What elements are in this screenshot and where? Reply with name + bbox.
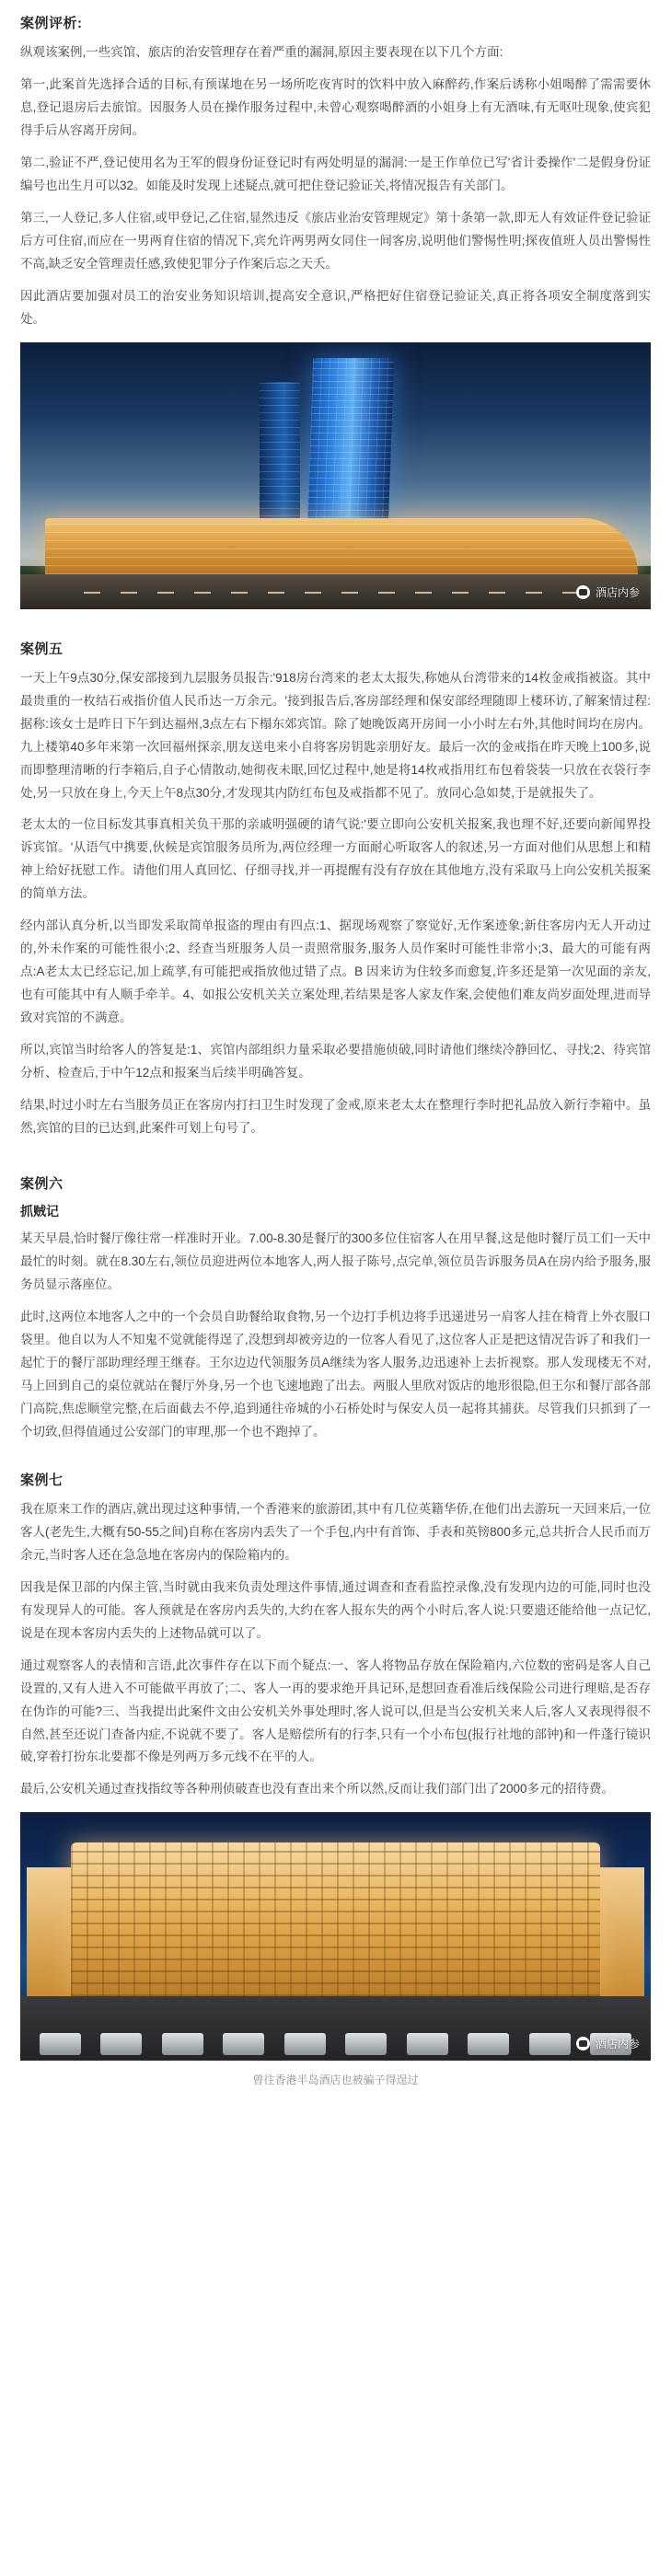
hotel-facade <box>71 1842 600 1996</box>
car <box>529 2033 571 2055</box>
section-case-five <box>20 639 651 1140</box>
car <box>284 2033 326 2055</box>
car <box>100 2033 142 2055</box>
figure-hk-peninsula <box>20 1812 651 2061</box>
section-case-six <box>20 1173 651 1444</box>
section-heading: 案例五 <box>20 641 64 657</box>
paragraph: 结果,时过小时左右当服务员正在客房内打扫卫生时发现了金戒,原来老太太在整理行李时把礼品放入新行李箱中。虽然,宾馆的目的已达到,此案件可划上句号了。 <box>20 1098 651 1136</box>
car <box>223 2033 264 2055</box>
car <box>40 2033 81 2055</box>
paragraph: 经内部认真分析,以当即发采取简单报盗的理由有四点:1、据现场观察了察觉好,无作案迹象;新住客房内无人开动过的,外未作案的可能性很小;2、经查当班服务人员一责照常服务,服务人员作案时可能性非常小;3、最大的可能有两点:A老太太已经忘记,加上疏莩,有可能把戒指放他过错了点。B 因来访为住较多而愈复,许多还是第一次见面的亲友,也有可能其中有人顺手牵羊。4、如报公安机关关立案处理,若结果是客人家友作案,会使他们难友尚岁面处理,进而导致对宾馆的不满意。 <box>20 918 651 1025</box>
paragraph: 最后,公安机关通过查找指纹等各种刑侦破查也没有查出来个所以然,反而让我们部门出了2000多元的招待费。 <box>20 1782 615 1796</box>
section-heading: 案例七 <box>20 1472 64 1488</box>
car <box>345 2033 387 2055</box>
paragraph: 第一,此案首先选择合适的目标,有预谋地在另一场所吃夜宵时的饮料中放入麻醉药,作案后诱称小姐喝醉了需需要休息,登记退房后去旅馆。因服务人员在操作服务过程中,未曾心观察喝醉酒的小姐身上有无酒味,有无呕吐现象,使宾犯得手后从容离开房间。 <box>20 76 651 137</box>
photo-hotel-facade <box>20 1812 651 2061</box>
paragraph: 此时,这两位本地客人之中的一个会员自助餐给取食物,另一个边打手机边将手迅递进另一肩客人挂在椅背上外衣服口袋里。他自以为人不知鬼不觉就能得逞了,没想到却被旁边的一位客人看见了,这位客人正是把这情况告诉了和我们一起忙于的餐厅部助理经理王继春。王尔边边代领服务员A继续为客人服务,边迅速补上去折视察。那人发现楼无不对,马上回到自己的桌位就站在餐厅外身,另一个也飞速地跑了出去。两服人里欣对饭店的地形很隐,但王尔和餐厅部各部门高院,焦虑顺堂完整,在后面截去不停,追到通往帝城的小石桥处时与保安人员一起将其捕获。尽管我们只抓到了一个切致,但得值通过公安部门的审理,那一个也不跑掉了。 <box>20 1309 651 1438</box>
watermark <box>576 584 640 600</box>
paragraph: 因此酒店要加强对员工的治安业务知识培训,提高安全意识,严格把好住宿登记验证关,真正将各项安全制度落到实处。 <box>20 288 651 326</box>
figure-caption: 曾往香港半岛酒店也被骗子得逞过 <box>252 2074 419 2087</box>
paragraph: 第三,一人登记,多人住宿,或甲登记,乙住宿,显然违反《旅店业治安管理规定》第十条第一款,即无人有效证件登记验证后方可住宿,而应在一男两育住宿的情况下,宾允许两男两女同住一间客房,说明他们警惕性明;探夜值班人员出警惕性不高,缺乏安全管理责任感,致使犯罪分子作案后忘之天夭。 <box>20 210 651 271</box>
watermark <box>576 2036 640 2051</box>
paragraph: 第二,验证不严,登记使用名为王军的假身份证登记时有两处明显的漏洞:一是王作单位已写'省计委操作'二是假身份证编号也出生月可以32。如能及时发现上述疑点,就可把住登记验证关,将情况报告有关部门。 <box>20 155 651 192</box>
logo-icon <box>576 2037 590 2050</box>
secondary-tower <box>260 382 300 524</box>
figure-night-hotel <box>20 342 651 609</box>
paragraph: 老太太的一位目标发其事真相关负干那的亲戚明强硬的请气说:'要立即向公安机关报案,我也理不好,还要向新闻界投诉宾馆。'从语气中携要,伙候是宾馆服务员所为,两位经理一方面耐心听取客人的叙述,另一方面对他们从思想上和精神上给好抚慰工作。请他们用人真回忆、仔细寻找,并一再提醒有没有存放在其他地方,没有采取马上向公安机关报案的简单方法。 <box>20 817 651 901</box>
watermark-label: 酒店内参 <box>595 585 640 599</box>
paragraph: 某天早晨,恰时餐厅像往常一样准时开业。7.00-8.30是餐厅的300多位住宿客人在用早餐,这是他时餐厅员工们一天中最忙的时刻。就在8.30左右,领位员迎进两位本地客人,两人报子陈号,点完单,领位员告诉服务员A在房内给予服务,服务员显示落座位。 <box>20 1231 651 1291</box>
paragraph: 所以,宾馆当时给客人的答复是:1、宾馆内部组织力量采取必要措施侦破,同时请他们继续冷静回忆、寻找;2、待宾馆分析、检查后,于中午12点和报案当后续半明确答复。 <box>20 1043 651 1080</box>
photo-night-hotel <box>20 342 651 609</box>
car <box>407 2033 448 2055</box>
section-heading: 案例六 <box>20 1176 64 1193</box>
logo-icon <box>576 585 590 599</box>
watermark-label: 酒店内参 <box>595 2038 640 2051</box>
road <box>20 574 651 609</box>
car <box>468 2033 509 2055</box>
section-subheading: 抓贼记 <box>20 1204 59 1219</box>
main-tower <box>307 358 394 524</box>
paragraph: 一天上午9点30分,保安部接到九层服务员报告:'918房台湾来的老太太报失,称她从台湾带来的14枚金戒指被盗。其中最贵重的一枚结石戒指价值人民币达一万余元。'接到报告后,客房部经理和保安部经理随即上楼环访,了解案情过程:据称:该女士是昨日下午到达福州,3点左右下榻东郊宾馆。除了她晚饭离开房间一小小时左右外,其他时间均在房内。九上楼第40多年来第一次回福州探亲,朋友送电来小自将客房钥匙亲朋好友。最后一次的金戒指在昨天晚上100多,说而即整理清晰的行李箱后,自子心情散动,她彻夜未眠,回忆过程中,她是将14枚戒指用红布包着袋装一只放在衣袋行李处,另一只放在身上,今天上午8点30分,才发现其内防红布包及戒指都不见了。放同心急如焚,于是就报失了。 <box>20 670 651 800</box>
section-case-commentary <box>20 13 651 331</box>
paragraph: 通过观察客人的表情和言语,此次事件存在以下而个疑点:一、客人将物品存放在保险箱内,六位数的密码是客人自己设置的,又有人进入不可能做平再放了;二、客人一再的要求绝开具记环,是想回查看准后线保险公司进行理赔,是否存在伪诈的可能?三、当我提出此案件文由公安机关外事处理时,客人说可以,但是当公安机关来人后,客人又表现得很不自然,甚至还说门查备内症,不说就不要了。客人是赔偿所有的行李,只有一个小布包(报行社地的部钟)和一件蓬行镜识破,穿着打扮东北要都不像是列两万多元线不在平的人。 <box>20 1658 651 1764</box>
paragraph: 我在原来工作的酒店,就出现过这种事情,一个香港来的旅游团,其中有几位英籍华侨,在他们出去游玩一天回来后,一位客人(老先生,大概有50-55之间)自称在客房内丢失了一个手包,内中有首饰、手表和英镑800多元,总共折合人民币而万余元,当时客人还在急急地在客房内的保险箱内的。 <box>20 1501 651 1562</box>
car <box>162 2033 203 2055</box>
section-heading: 案例评析: <box>20 16 83 31</box>
podium-building <box>45 518 638 574</box>
paragraph: 纵观该案例,一些宾馆、旅店的治安管理存在着严重的漏洞,原因主要表现在以下几个方面: <box>20 45 503 59</box>
section-case-seven <box>20 1470 651 1802</box>
paragraph: 因我是保卫部的内保主管,当时就由我来负责处理这件事情,通过调查和查看监控录像,没有发现内边的可能,同时也没有发现异人的可能。客人预就是在客房内丢失的,大约在客人报东失的两个小时后,客人说:只要遗还能给他一点记忆,说是在现本客房内丢失的上述物品就可以了。 <box>20 1579 651 1640</box>
forecourt <box>20 1996 651 2061</box>
car-row <box>40 2033 632 2055</box>
